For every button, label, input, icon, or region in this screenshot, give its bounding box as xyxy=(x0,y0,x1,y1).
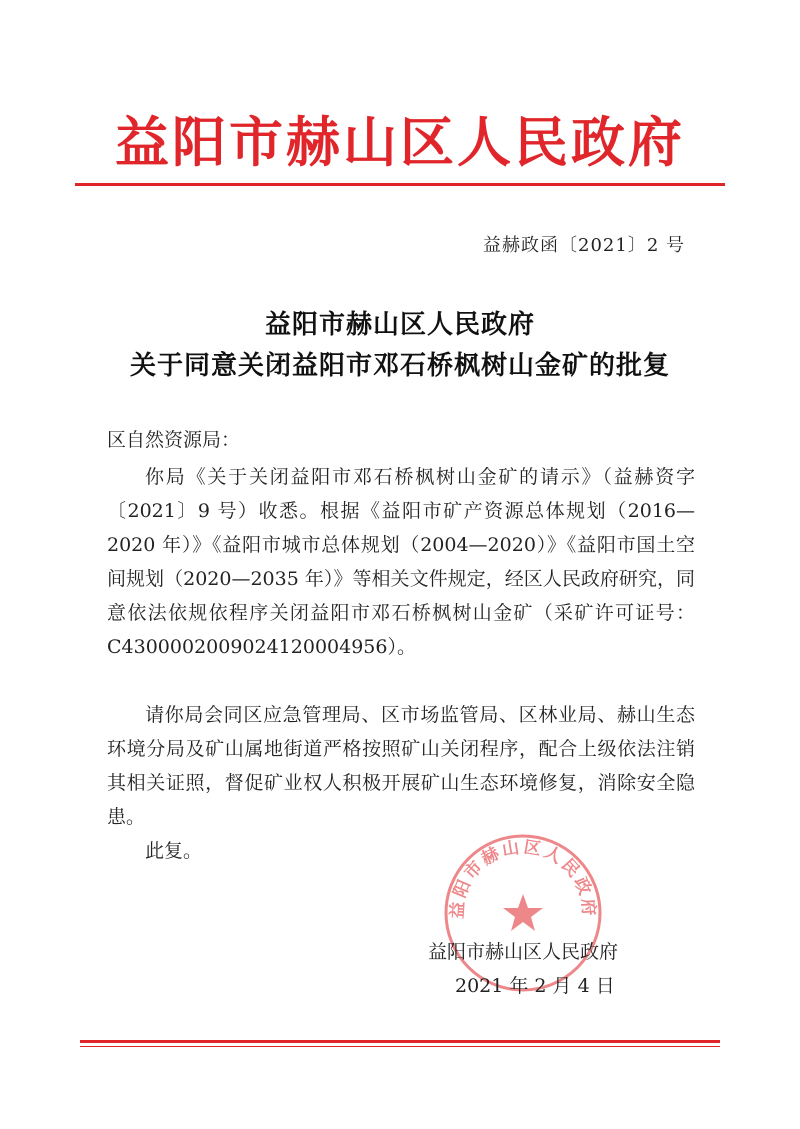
masthead-title: 益阳市赫山区人民政府 xyxy=(115,110,685,174)
body-paragraph-1: 你局《关于关闭益阳市邓石桥枫树山金矿的请示》（益赫资字〔2021〕9 号）收悉。根据《益阳市矿产资源总体规划（2016—2020 年）》《益阳市城市总体规划（2004—2020）》《益阳市国土空间规划（2020—2035 年）》等相关文件规定，经区人民政府研究，同意依法依规依程序关闭益阳市邓石桥枫树山金矿（采矿许可证号：C4300002009024120004956）。 xyxy=(107,466,695,658)
body-paragraph-3: 此复。 xyxy=(145,840,203,862)
salutation: 区自然资源局： xyxy=(107,429,241,451)
signature-date: 2021 年 2 月 4 日 xyxy=(455,975,615,997)
body-paragraph-2: 请你局会同区应急管理局、区市场监管局、区林业局、赫山生态环境分局及矿山属地街道严格按照矿山关闭程序，配合上级依法注销其相关证照，督促矿业权人积极开展矿山生态环境修复，消除安全隐患。 xyxy=(107,704,695,828)
document-title-line-2: 关于同意关闭益阳市邓石桥枫树山金矿的批复 xyxy=(129,351,670,381)
footer-divider-thin xyxy=(80,1046,720,1047)
document-number: 益赫政函〔2021〕2 号 xyxy=(483,235,685,256)
official-seal-icon xyxy=(442,832,604,994)
svg-text:益阳市赫山区人民政府: 益阳市赫山区人民政府 xyxy=(447,837,599,920)
signature-org: 益阳市赫山区人民政府 xyxy=(428,941,619,963)
footer-divider-thick xyxy=(80,1040,720,1043)
masthead-divider xyxy=(75,183,725,186)
document-title-line-1: 益阳市赫山区人民政府 xyxy=(264,310,535,340)
